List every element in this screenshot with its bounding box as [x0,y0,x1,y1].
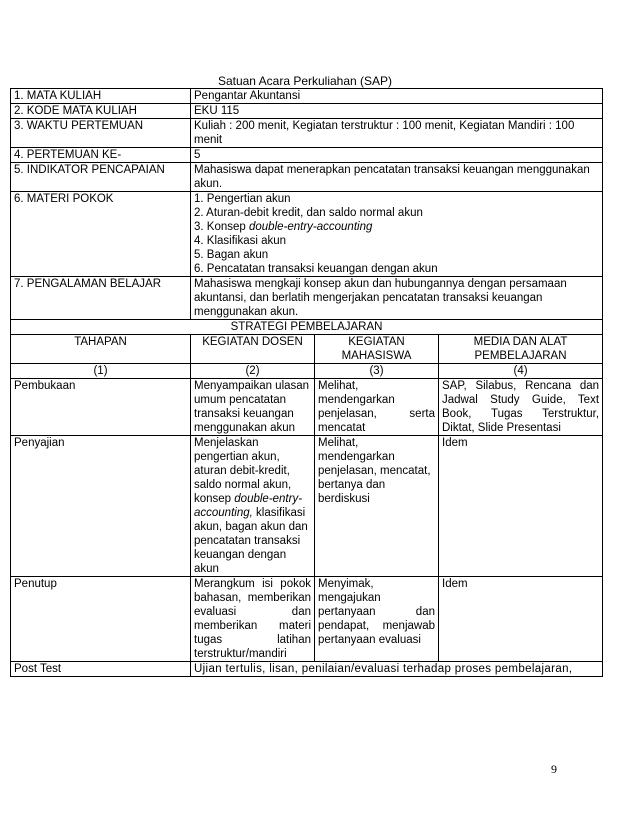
mahasiswa-cell: Melihat, mendengarkan penjelasan, mencatat, bertanya dan berdiskusi [315,436,439,577]
materi-item: 2. Aturan-debit kredit, dan saldo normal akun [194,207,423,219]
row-mata-kuliah [11,89,603,104]
materi-item: 3. Konsep double-entry-accounting [194,221,373,233]
materi-list [191,192,603,277]
label-indikator-pencapaian: 5. INDIKATOR PENCAPAIAN [11,163,191,192]
media-cell: Idem [439,436,603,577]
tahapan-cell: Pembukaan [11,379,191,436]
strategi-row-penyajian [11,436,603,577]
dosen-cell: Menjelaskan pengertian akun, aturan debit-kredit, saldo normal akun, konsep double-entry-accounting, klasifikasi akun, bagan akun dan pencatatan transaksi keuangan dengan akun [191,436,315,577]
dosen-cell: Merangkum isi pokok bahasan, memberikan evaluasi dan memberikan materi tugas latihan terstruktur/mandiri [191,577,315,662]
column-number: (4) [439,364,603,379]
materi-item: 5. Bagan akun [194,249,269,261]
value-post-test: Ujian tertulis, lisan, penilaian/evaluasi terhadap proses pembelajaran, [191,662,603,677]
value-pertemuan-ke: 5 [191,148,603,163]
column-number: (2) [191,364,315,379]
value-waktu-pertemuan: Kuliah : 200 menit, Kegiatan terstruktur : 100 menit, Kegiatan Mandiri : 100 menit [191,119,603,148]
mahasiswa-cell: Menyimak, mengajukan pertanyaan dan pendapat, menjawab pertanyaan evaluasi [315,577,439,662]
column-number: (1) [11,364,191,379]
media-cell: Idem [439,577,603,662]
header-media: MEDIA DAN ALAT PEMBELAJARAN [439,335,603,364]
value-mata-kuliah: Pengantar Akuntansi [191,89,603,104]
tahapan-cell: Penyajian [11,436,191,577]
row-post-test [11,662,603,677]
row-waktu-pertemuan [11,119,603,148]
page-number: 9 [551,762,557,776]
materi-item: 6. Pencatatan transaksi keuangan dengan akun [194,263,438,275]
tahapan-cell: Penutup [11,577,191,662]
row-pertemuan-ke [11,148,603,163]
row-kode-mata-kuliah [11,104,603,119]
sap-table [10,88,603,677]
media-cell: SAP, Silabus, Rencana dan Jadwal Study Guide, Text Book, Tugas Terstruktur, Diktat, Slide Presentasi [439,379,603,436]
strategi-number-row [11,364,603,379]
strategi-header-row [11,335,603,364]
sap-table-container [10,88,602,677]
label-pengalaman-belajar: 7. PENGALAMAN BELAJAR [11,277,191,320]
row-indikator-pencapaian [11,163,603,192]
label-post-test: Post Test [11,662,191,677]
row-pengalaman-belajar [11,277,603,320]
value-kode-mata-kuliah: EKU 115 [191,104,603,119]
strategi-heading: STRATEGI PEMBELAJARAN [11,320,603,335]
label-mata-kuliah: 1. MATA KULIAH [11,89,191,104]
label-materi-pokok: 6. MATERI POKOK [11,192,191,277]
strategi-row-pembukaan [11,379,603,436]
header-kegiatan-mahasiswa: KEGIATAN MAHASISWA [315,335,439,364]
mahasiswa-cell: Melihat, mendengarkan penjelasan, serta mencatat [315,379,439,436]
row-materi-pokok [11,192,603,277]
row-strategi-heading [11,320,603,335]
strategi-row-penutup [11,577,603,662]
value-pengalaman-belajar: Mahasiswa mengkaji konsep akun dan hubungannya dengan persamaan akuntansi, dan berlatih mengerjakan pencatatan transaksi keuangan menggunakan akun. [191,277,603,320]
dosen-cell: Menyampaikan ulasan umum pencatatan transaksi keuangan menggunakan akun [191,379,315,436]
column-number: (3) [315,364,439,379]
header-kegiatan-dosen: KEGIATAN DOSEN [191,335,315,364]
label-waktu-pertemuan: 3. WAKTU PERTEMUAN [11,119,191,148]
document-title: Satuan Acara Perkuliahan (SAP) [217,74,393,88]
value-indikator-pencapaian: Mahasiswa dapat menerapkan pencatatan transaksi keuangan menggunakan akun. [191,163,603,192]
label-pertemuan-ke: 4. PERTEMUAN KE- [11,148,191,163]
label-kode-mata-kuliah: 2. KODE MATA KULIAH [11,104,191,119]
materi-item: 1. Pengertian akun [194,193,291,205]
materi-item: 4. Klasifikasi akun [194,235,287,247]
header-tahapan: TAHAPAN [11,335,191,364]
